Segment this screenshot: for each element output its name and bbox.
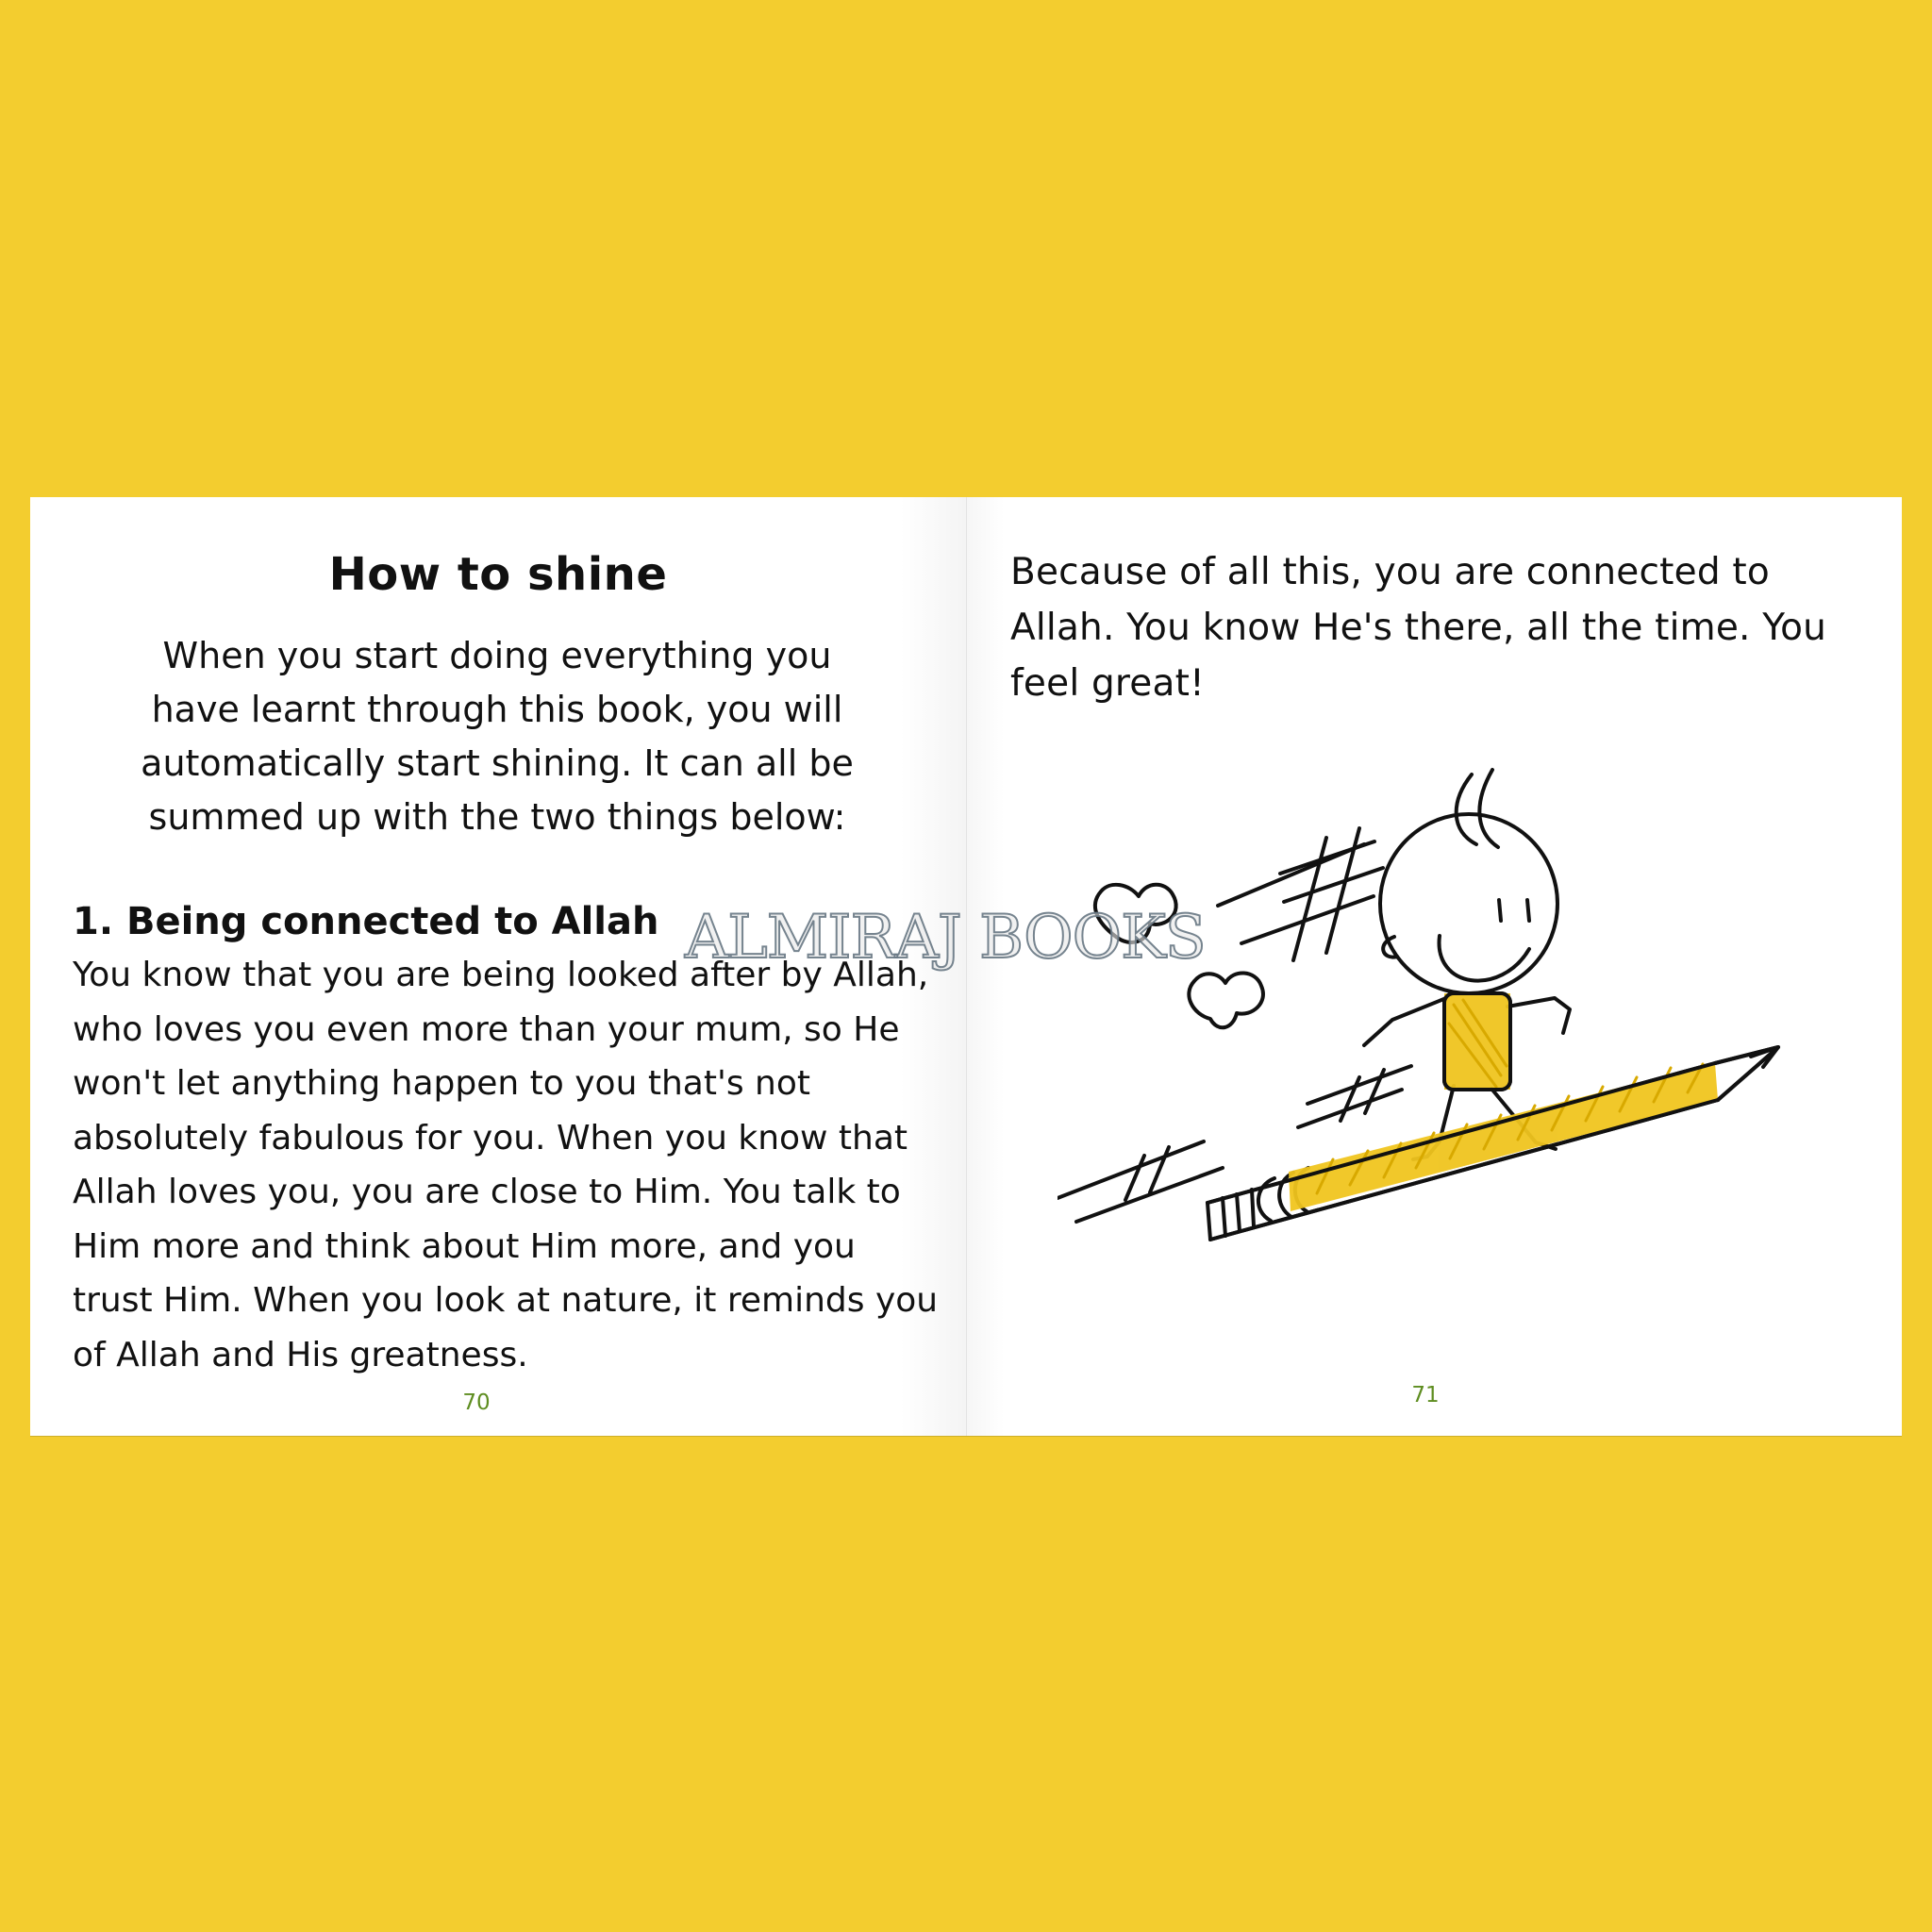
page-title: How to shine xyxy=(328,548,668,601)
left-page xyxy=(30,497,967,1436)
watermark-text: ALMIRAJ BOOKS xyxy=(685,903,1206,973)
right-paragraph: Because of all this, you are connected to Allah. You know He's there, all the time. You feel great! xyxy=(1010,551,1827,705)
right-page xyxy=(967,497,1902,1436)
body-paragraph: You know that you are being looked after by Allah, who loves you even more than your mum, so He won't let anything happen to you that's not absolutely fabulous for you. When you know that Allah loves you, you are close to Him. You talk to Him more and think about Him more, and you trust Him. When you look at nature, it reminds you of Allah and His greatness. xyxy=(73,956,939,1374)
page-number-left: 70 xyxy=(462,1391,491,1415)
speed-line-icon xyxy=(1076,1168,1223,1222)
speed-line-icon xyxy=(1307,1066,1411,1104)
stick-figure-riding-pencil-illustration xyxy=(1058,736,1835,1272)
section-heading: 1. Being connected to Allah xyxy=(73,900,659,943)
book-spread xyxy=(30,497,1902,1436)
intro-paragraph: When you start doing everything you have learnt through this book, you will automatically start shining. It can all be summed up with the two things below: xyxy=(141,635,854,838)
page-number-right: 71 xyxy=(1411,1383,1440,1407)
